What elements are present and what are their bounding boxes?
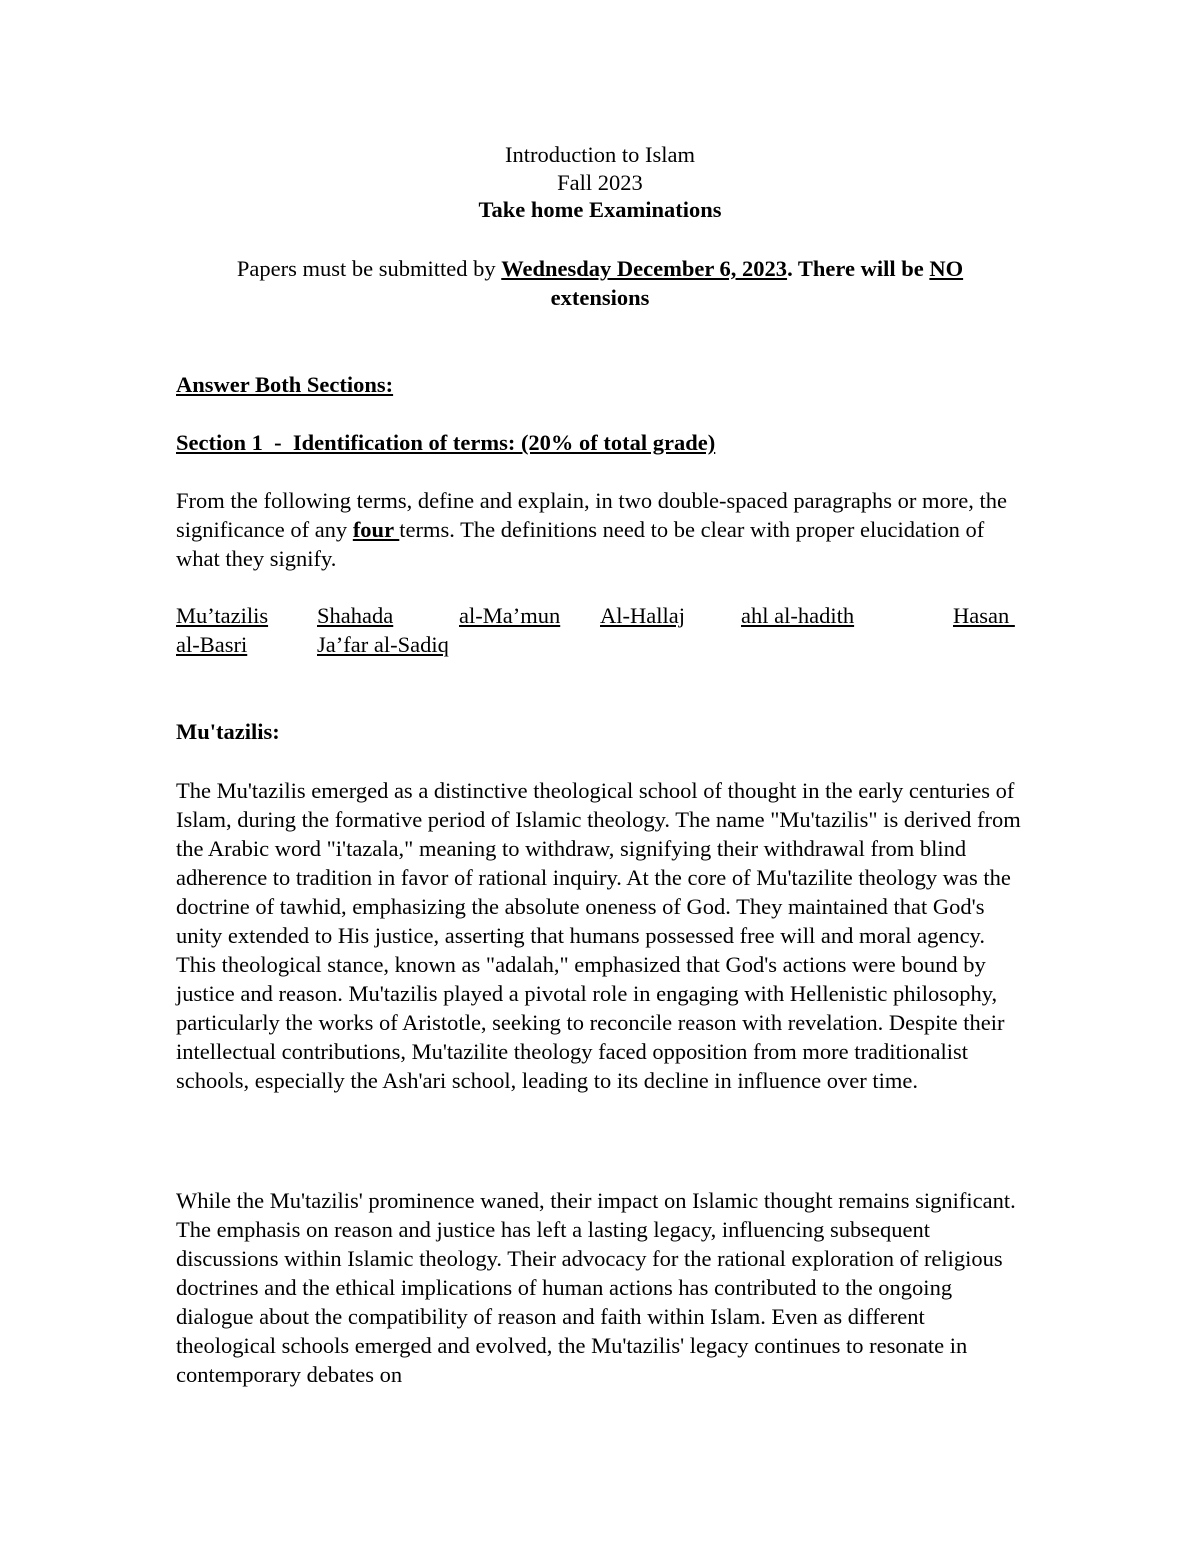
term-label: Fall 2023 [557,169,643,195]
term-item: Mu’tazilis [176,603,269,628]
term-item: Shahada [317,603,394,628]
section1-instructions [176,486,1024,573]
submission-notice [176,254,1024,312]
submission-deadline: Wednesday December 6, 2023 [501,256,788,281]
term-item: al-Ma’mun [459,603,561,628]
term-item: Ja’far al-Sadiq [317,632,449,657]
instructions-emphasis: four [352,517,400,542]
submission-middle: . There will be [787,256,930,281]
instructions-part2: terms. The definitions need to be clear with proper elucidation of what they signify. [176,517,985,571]
term-item: ahl al-hadith [741,603,855,628]
term-item: Hasan [953,603,1015,628]
no-extensions-emphasis: NO [929,256,964,281]
answer-paragraph-2: While the Mu'tazilis' prominence waned, their impact on Islamic thought remains significant. The emphasis on reason and justice has left a lasting legacy, influencing subsequent discussions within Islamic theology. Their advocacy for the rational exploration of religious doctrines and the ethical implications of human actions has contributed to the ongoing dialogue about the compatibility of reason and faith within Islam. Even as different theological schools emerged and evolved, the Mu'tazilis' legacy continues to resonate in contemporary debates on [176,1188,1016,1387]
term-item: Al-Hallaj [600,603,685,628]
answer-paragraph-1: The Mu'tazilis emerged as a distinctive theological school of thought in the early centuries of Islam, during the formative period of Islamic theology. The name "Mu'tazilis" is derived from the Arabic word "i'tazala," meaning to withdraw, signifying their withdrawal from blind adherence to tradition in favor of rational inquiry. At the core of Mu'tazilite theology was the doctrine of tawhid, emphasizing the absolute oneness of God. They maintained that God's unity extended to His justice, asserting that humans possessed free will and moral agency. This theological stance, known as "adalah," emphasized that God's actions were bound by justice and reason. Mu'tazilis played a pivotal role in engaging with Hellenistic philosophy, particularly the works of Aristotle, seeking to reconcile reason with revelation. Despite their intellectual contributions, Mu'tazilite theology faced opposition from more traditionalist schools, especially the Ash'ari school, leading to its decline in influence over time. [176,778,1021,1093]
course-title: Introduction to Islam [505,142,695,167]
exam-title: Take home Examinations [478,197,722,222]
document-header [0,141,1200,224]
terms-list-row [176,601,1024,630]
answer-both-heading: Answer Both Sections: [176,372,394,397]
instructions-part1: From the following terms, define and explain, in two double-spaced paragraphs or more, the significance of any [176,488,1008,542]
submission-suffix: extensions [550,285,650,310]
terms-list-row [176,630,1024,659]
term-item: al-Basri [176,632,248,657]
submission-prefix: Papers must be submitted by [236,256,502,281]
section1-heading: Section 1 - Identification of terms: (20% of total grade) [176,430,716,455]
answer-term-heading: Mu'tazilis: [176,719,280,744]
